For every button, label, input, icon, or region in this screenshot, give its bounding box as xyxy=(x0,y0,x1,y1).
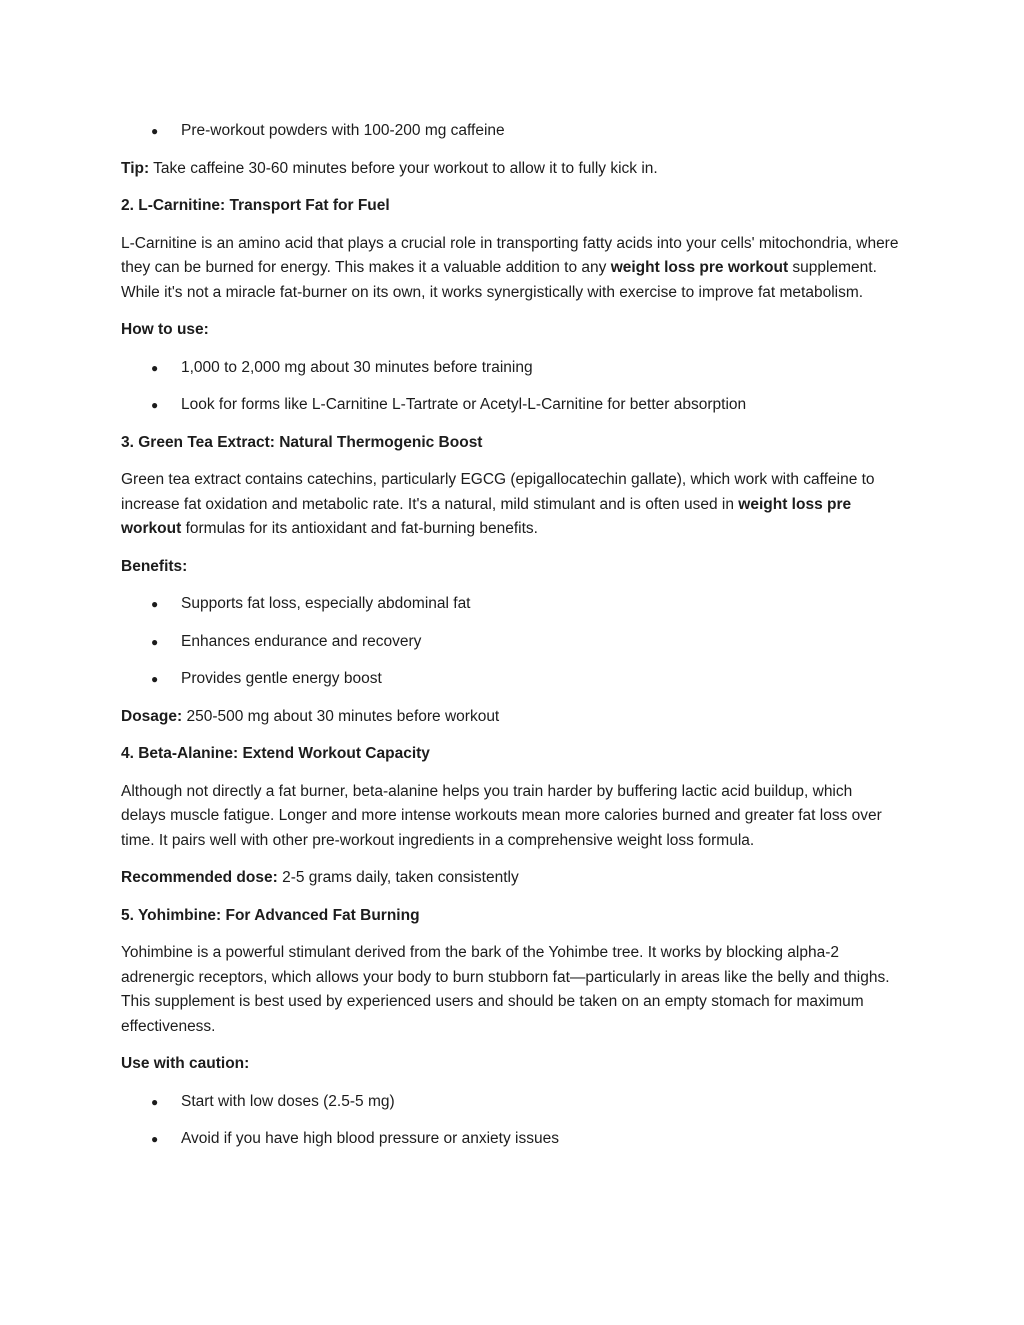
green-tea-paragraph: Green tea extract contains catechins, particularly EGCG (epigallocatechin gallate), which work with caffeine to increase fat oxidation and metabolic rate. It's a natural, mild stimulant and is often used in weight loss pre workout formulas for its antioxidant and fat-burning benefits. xyxy=(121,471,875,537)
keyword-bold: weight loss pre workout xyxy=(610,259,789,276)
list-item: ● Enhances endurance and recovery xyxy=(121,630,901,655)
list-item: ● 1,000 to 2,000 mg about 30 minutes before training xyxy=(121,356,901,381)
recommended-dose-label: Recommended dose: xyxy=(121,869,278,886)
carnitine-paragraph: L-Carnitine is an amino acid that plays a crucial role in transporting fatty acids into your cells' mitochondria, where they can be burned for energy. This makes it a valuable addition to any weight loss pre workout supplement. While it's not a miracle fat-burner on its own, it works synergistically with exercise to improve fat metabolism. xyxy=(121,234,899,301)
bullet-icon: ● xyxy=(151,1094,159,1109)
beta-alanine-paragraph: Although not directly a fat burner, beta-alanine helps you train harder by buffering lactic acid buildup, which delays muscle fatigue. Longer and more intense workouts mean more calories burned and greater fat loss over time. It pairs well with other pre-workout ingredients in a comprehensive weight loss formula. xyxy=(121,782,882,849)
carnitine-usage-list xyxy=(121,356,901,418)
tip-text: Take caffeine 30-60 minutes before your workout to allow it to fully kick in. xyxy=(149,159,658,177)
tip-paragraph xyxy=(121,157,901,182)
recommended-dose-paragraph: Recommended dose: 2-5 grams daily, taken consistently xyxy=(121,869,519,886)
howto-label: How to use: xyxy=(121,321,209,338)
list-item: ● Avoid if you have high blood pressure or anxiety issues xyxy=(121,1127,901,1152)
caffeine-source-list xyxy=(121,119,901,144)
list-item: ● Provides gentle energy boost xyxy=(121,667,901,692)
section-heading-yohimbine: 5. Yohimbine: For Advanced Fat Burning xyxy=(121,906,420,924)
bullet-icon: ● xyxy=(151,1132,159,1146)
benefits-label: Benefits: xyxy=(121,557,188,575)
section-heading-green-tea: 3. Green Tea Extract: Natural Thermogenic Boost xyxy=(121,433,483,451)
keyword-bold: weight loss pre workout xyxy=(121,495,852,537)
list-item: ● Look for forms like L-Carnitine L-Tartrate or Acetyl-L-Carnitine for better absorption xyxy=(121,393,901,418)
section-heading-carnitine: 2. L-Carnitine: Transport Fat for Fuel xyxy=(121,197,390,214)
document-page xyxy=(121,119,901,1165)
list-item: ● Supports fat loss, especially abdominal fat xyxy=(121,592,901,617)
list-item: ● Start with low doses (2.5-5 mg) xyxy=(121,1090,901,1115)
dosage-label: Dosage: xyxy=(121,707,183,725)
yohimbine-caution-list xyxy=(121,1090,901,1152)
tip-label: Tip: xyxy=(121,159,150,177)
bullet-icon: ● xyxy=(151,597,159,611)
bullet-icon: ● xyxy=(151,398,159,412)
bullet-icon: ● xyxy=(151,634,159,649)
green-tea-benefits-list xyxy=(121,592,901,692)
bullet-icon: ● xyxy=(151,672,159,686)
dosage-paragraph: Dosage: 250-500 mg about 30 minutes before workout xyxy=(121,707,500,725)
section-heading-beta-alanine: 4. Beta-Alanine: Extend Workout Capacity xyxy=(121,745,430,762)
yohimbine-paragraph: Yohimbine is a powerful stimulant derived from the bark of the Yohimbe tree. It works by blocking alpha-2 adrenergic receptors, which allows your body to burn stubborn fat—particularly in areas like the belly and thighs. This supplement is best used by experienced users and should be taken on an empty stomach for maximum effectiveness. xyxy=(121,944,890,1035)
bullet-icon: ● xyxy=(151,360,159,375)
list-item: ● Pre-workout powders with 100-200 mg caffeine xyxy=(121,119,901,144)
caution-label: Use with caution: xyxy=(121,1055,250,1072)
bullet-icon: ● xyxy=(151,124,159,138)
